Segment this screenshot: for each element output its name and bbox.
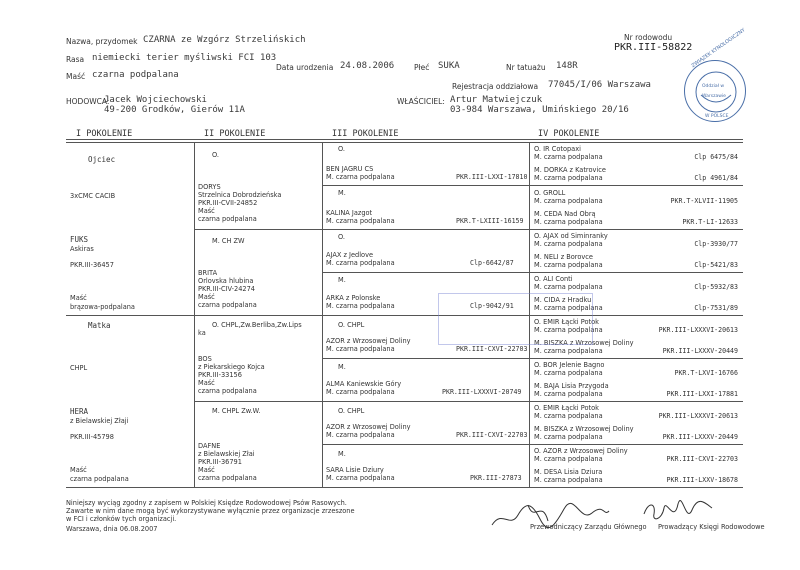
signature-label-chairman: Przewodniczący Zarządu Głównego [530, 523, 647, 531]
gen2-color-label: Maść [198, 207, 215, 215]
gen3-name: ARKA z Polonske [326, 294, 381, 302]
dam-reg: PKR.III-45798 [70, 433, 114, 441]
gen4-color: M. czarna podpalana [534, 197, 603, 205]
col-header-2: II POKOLENIE [204, 129, 266, 139]
gen3-parent-title: O. CHPL [338, 321, 365, 329]
color-label: Maść [66, 72, 86, 81]
gen2-kennel: z Piekarskiego Kojca [198, 363, 265, 371]
gen4-reg: Clp-3930/77 [694, 240, 738, 248]
club-stamp [684, 27, 747, 122]
gen4-reg: Clp-7531/89 [694, 304, 738, 312]
dog-name: CZARNA ze Wzgórz Strzelińskich [143, 35, 306, 45]
gen4-color: M. czarna podpalana [534, 304, 603, 312]
gen2-parent-title: M. CH ZW [212, 237, 245, 245]
gen2-reg: PKR.III-CVII-24852 [198, 199, 258, 207]
dob-value: 24.08.2006 [340, 61, 395, 71]
gen2-color-label: Maść [198, 293, 215, 301]
gen4-color: M. czarna podpalana [534, 153, 603, 161]
gen3-reg: Clp-6642/87 [470, 259, 514, 267]
stamp-text-bottom: W POLSCE [705, 114, 729, 119]
gen2-color: czarna podpalana [198, 215, 257, 223]
breed-label: Rasa [66, 55, 85, 64]
gen3-reg: Clp-9042/91 [470, 302, 514, 310]
gen4-reg: PKR.III-LXXXVI-20613 [658, 412, 738, 420]
gen3-parent-title: O. [338, 145, 346, 153]
gen4-reg: PKR.III-LXXI-17881 [666, 390, 738, 398]
gen3-reg: PKR.III-CXVI-22703 [456, 431, 528, 439]
breed-value: niemiecki terier myśliwski FCI 103 [92, 53, 277, 63]
gen4-reg: PKR.III-LXXV-18678 [666, 476, 738, 484]
gen4-color: M. czarna podpalana [534, 174, 603, 182]
dam-color-label: Maść [70, 466, 87, 474]
gen4-name: M. DORKA z Katrovice [534, 166, 606, 174]
gen4-color: M. czarna podpalana [534, 283, 603, 291]
reg-label: Rejestracja oddziałowa [452, 82, 539, 91]
gen3-reg: PKR.III-27873 [470, 474, 522, 482]
gen2-color-label: Maść [198, 466, 215, 474]
gen4-reg: Clp 6475/84 [694, 153, 738, 161]
dam-name: HERA [70, 407, 89, 416]
gen4-name: M. NELI z Borovce [534, 253, 593, 261]
gen2-reg: PKR.III-36791 [198, 458, 242, 466]
gen4-name: O. AJAX od Siminranky [534, 232, 608, 240]
dam-color: czarna podpalana [70, 475, 129, 483]
dam-kennel: z Bielawskiej Złaji [70, 417, 129, 425]
gen4-name: M. CEDA Nad Obrą [534, 210, 596, 218]
sex-value: SUKA [438, 61, 460, 71]
footer-line-2: Zawarte w nim dane mogą być wykorzystywane wyłącznie przez organizacje zrzeszone [66, 507, 355, 515]
gen4-color: M. czarna podpalana [534, 412, 603, 420]
gen2-color-label: Maść [198, 379, 215, 387]
gen3-name: AZOR z Wrzosowej Doliny [326, 423, 411, 431]
gen4-reg: Clp-5421/83 [694, 261, 738, 269]
gen3-reg: PKR.III-CXVI-22703 [456, 345, 528, 353]
gen3-name: SARA Lisie Dziury [326, 466, 384, 474]
gen3-parent-title: M. [338, 189, 346, 197]
gen2-name: BRITA [198, 269, 218, 277]
col-header-4: IV POKOLENIE [538, 129, 600, 139]
gen2-reg: PKR.III-33156 [198, 371, 242, 379]
gen3-name: KALINA Jazgot [326, 209, 373, 217]
gen3-reg: PKR.III-LXXXVI-20749 [442, 388, 522, 396]
gen4-reg: PKR.III-LXXXV-20449 [662, 347, 738, 355]
gen4-reg: PKR.T-XLVII-11905 [670, 197, 738, 205]
stamp-center-2: Warszawie [702, 94, 726, 99]
gen4-color: M. czarna podpalana [534, 240, 603, 248]
gen4-name: M. CIDA z Hradku [534, 296, 592, 304]
gen3-name: BEN JAGRU CS [326, 165, 374, 173]
gen4-name: M. BAJA Lisia Przygoda [534, 382, 609, 390]
gen2-name: DORYS [198, 183, 221, 191]
gen4-reg: PKR.III-LXXXV-20449 [662, 433, 738, 441]
gen3-name: AJAX z Jedlove [326, 251, 374, 259]
tattoo-label: Nr tatuażu [506, 63, 546, 72]
gen2-name: DAFNE [198, 442, 221, 450]
gen3-color: M. czarna podpalana [326, 302, 395, 310]
breeder-label: HODOWCA: [66, 97, 110, 106]
sire-heading: Ojciec [88, 155, 116, 164]
gen2-color: czarna podpalana [198, 387, 257, 395]
gen4-reg: PKR.III-CXVI-22703 [666, 455, 738, 463]
gen3-color: M. czarna podpalana [326, 259, 395, 267]
owner-address: 03-984 Warszawa, Umińskiego 20/16 [450, 105, 629, 115]
name-label: Nazwa, przydomek [66, 37, 138, 46]
gen3-color: M. czarna podpalana [326, 474, 395, 482]
gen2-parent-title: O. CHPL,Zw.Berliba,Zw.Lips [212, 321, 302, 329]
gen2-parent-title: M. CHPL Zw.W. [212, 407, 261, 415]
gen3-reg: PKR.T-LXIII-16159 [456, 217, 524, 225]
gen4-color: M. czarna podpalana [534, 476, 603, 484]
stamp-text-top: ZWIĄZEK KYNOLOGICZNY [690, 27, 747, 70]
gen3-name: AZOR z Wrzosowej Doliny [326, 337, 411, 345]
gen2-kennel: Orlovska hlubina [198, 277, 254, 285]
gen2-parent-title: O. [212, 151, 220, 159]
footer-line-3: w FCI i członków tych organizacji. [66, 515, 177, 523]
gen4-color: M. czarna podpalana [534, 261, 603, 269]
gen2-color: czarna podpalana [198, 474, 257, 482]
gen4-name: O. AZOR z Wrzosowej Doliny [534, 447, 628, 455]
gen4-name: M. BISZKA z Wrzosowej Doliny [534, 339, 634, 347]
sex-label: Płeć [414, 63, 430, 72]
gen2-reg: PKR.III-CIV-24274 [198, 285, 255, 293]
gen3-color: M. czarna podpalana [326, 173, 395, 181]
gen4-name: O. EMIR Łącki Potok [534, 318, 599, 326]
col-header-1: I POKOLENIE [76, 129, 133, 139]
gen3-parent-title: O. CHPL [338, 407, 365, 415]
dob-label: Data urodzenia [276, 63, 334, 72]
registration-stamp-box [438, 293, 593, 345]
gen2-color: czarna podpalana [198, 301, 257, 309]
col-header-3: III POKOLENIE [332, 129, 399, 139]
sire-color-label: Maść [70, 294, 87, 302]
signature-label-registrar: Prowadzący Księgi Rodowodowe [658, 523, 765, 531]
dam-heading: Matka [88, 321, 111, 330]
gen2-name: BOS [198, 355, 212, 363]
sire-color: brązowa-podpalana [70, 303, 135, 311]
reg-value: 77045/I/06 Warszawa [548, 80, 651, 90]
gen4-name: O. ALI Conti [534, 275, 573, 283]
owner-name: Artur Matwiejczuk [450, 95, 543, 105]
gen2-kennel: Strzelnica Dobrodzieńska [198, 191, 282, 199]
gen4-color: M. czarna podpalana [534, 369, 603, 377]
color-value: czarna podpalana [92, 70, 179, 80]
gen3-color: M. czarna podpalana [326, 388, 395, 396]
pedigree-no-label: Nr rodowodu [624, 33, 673, 42]
gen4-color: M. czarna podpalana [534, 218, 603, 226]
gen4-name: O. BOR Jelenie Bagno [534, 361, 605, 369]
gen3-color: M. czarna podpalana [326, 431, 395, 439]
gen4-name: O. GROLL [534, 189, 566, 197]
gen4-reg: Clp 4961/84 [694, 174, 738, 182]
sire-titles: 3xCMC CACIB [70, 192, 116, 200]
gen4-name: M. DESA Lisia Dziura [534, 468, 603, 476]
pedigree-no-value: PKR.III-58822 [614, 42, 693, 53]
sire-name: FUKS [70, 235, 89, 244]
tattoo-value: 148R [556, 61, 578, 71]
gen4-name: O. IR Cotopaxi [534, 145, 581, 153]
gen4-color: M. czarna podpalana [534, 433, 603, 441]
breeder-address: 49-200 Grodków, Gierów 11A [104, 105, 245, 115]
breeder-name: Jacek Wojciechowski [104, 95, 207, 105]
sire-reg: PKR.III-36457 [70, 261, 114, 269]
footer-line-1: Niniejszy wyciąg zgodny z zapisem w Polskiej Księdze Rodowodowej Psów Rasowych. [66, 499, 347, 507]
gen3-parent-title: M. [338, 363, 346, 371]
gen4-reg: PKR.T-LI-12633 [682, 218, 738, 226]
dam-titles: CHPL [70, 364, 88, 372]
gen3-reg: PKR.III-LXXI-17810 [456, 173, 528, 181]
sire-kennel: Askiras [70, 245, 94, 253]
gen3-parent-title: M. [338, 450, 346, 458]
gen4-reg: PKR.III-LXXXVI-20613 [658, 326, 738, 334]
gen4-color: M. czarna podpalana [534, 455, 603, 463]
footer-date: Warszawa, dnia 06.08.2007 [66, 525, 158, 533]
gen2-kennel: z Bielawskiej Złai [198, 450, 255, 458]
stamp-center-1: Oddział w [702, 84, 725, 89]
gen4-color: M. czarna podpalana [534, 347, 603, 355]
gen4-name: O. EMIR Łącki Potok [534, 404, 599, 412]
gen4-color: M. czarna podpalana [534, 326, 603, 334]
gen2-parent-title-cont: ka [198, 329, 206, 337]
gen4-reg: PKR.T-LXVI-16766 [674, 369, 738, 377]
gen4-reg: Clp-5932/83 [694, 283, 738, 291]
owner-label: WŁAŚCICIEL: [397, 97, 445, 106]
gen3-color: M. czarna podpalana [326, 217, 395, 225]
gen3-name: ALMA Kaniewskie Góry [326, 380, 402, 388]
gen3-parent-title: M. [338, 276, 346, 284]
gen4-color: M. czarna podpalana [534, 390, 603, 398]
gen3-color: M. czarna podpalana [326, 345, 395, 353]
gen4-name: M. BISZKA z Wrzosowej Doliny [534, 425, 634, 433]
gen3-parent-title: O. [338, 233, 346, 241]
signature-chairman [488, 493, 613, 539]
